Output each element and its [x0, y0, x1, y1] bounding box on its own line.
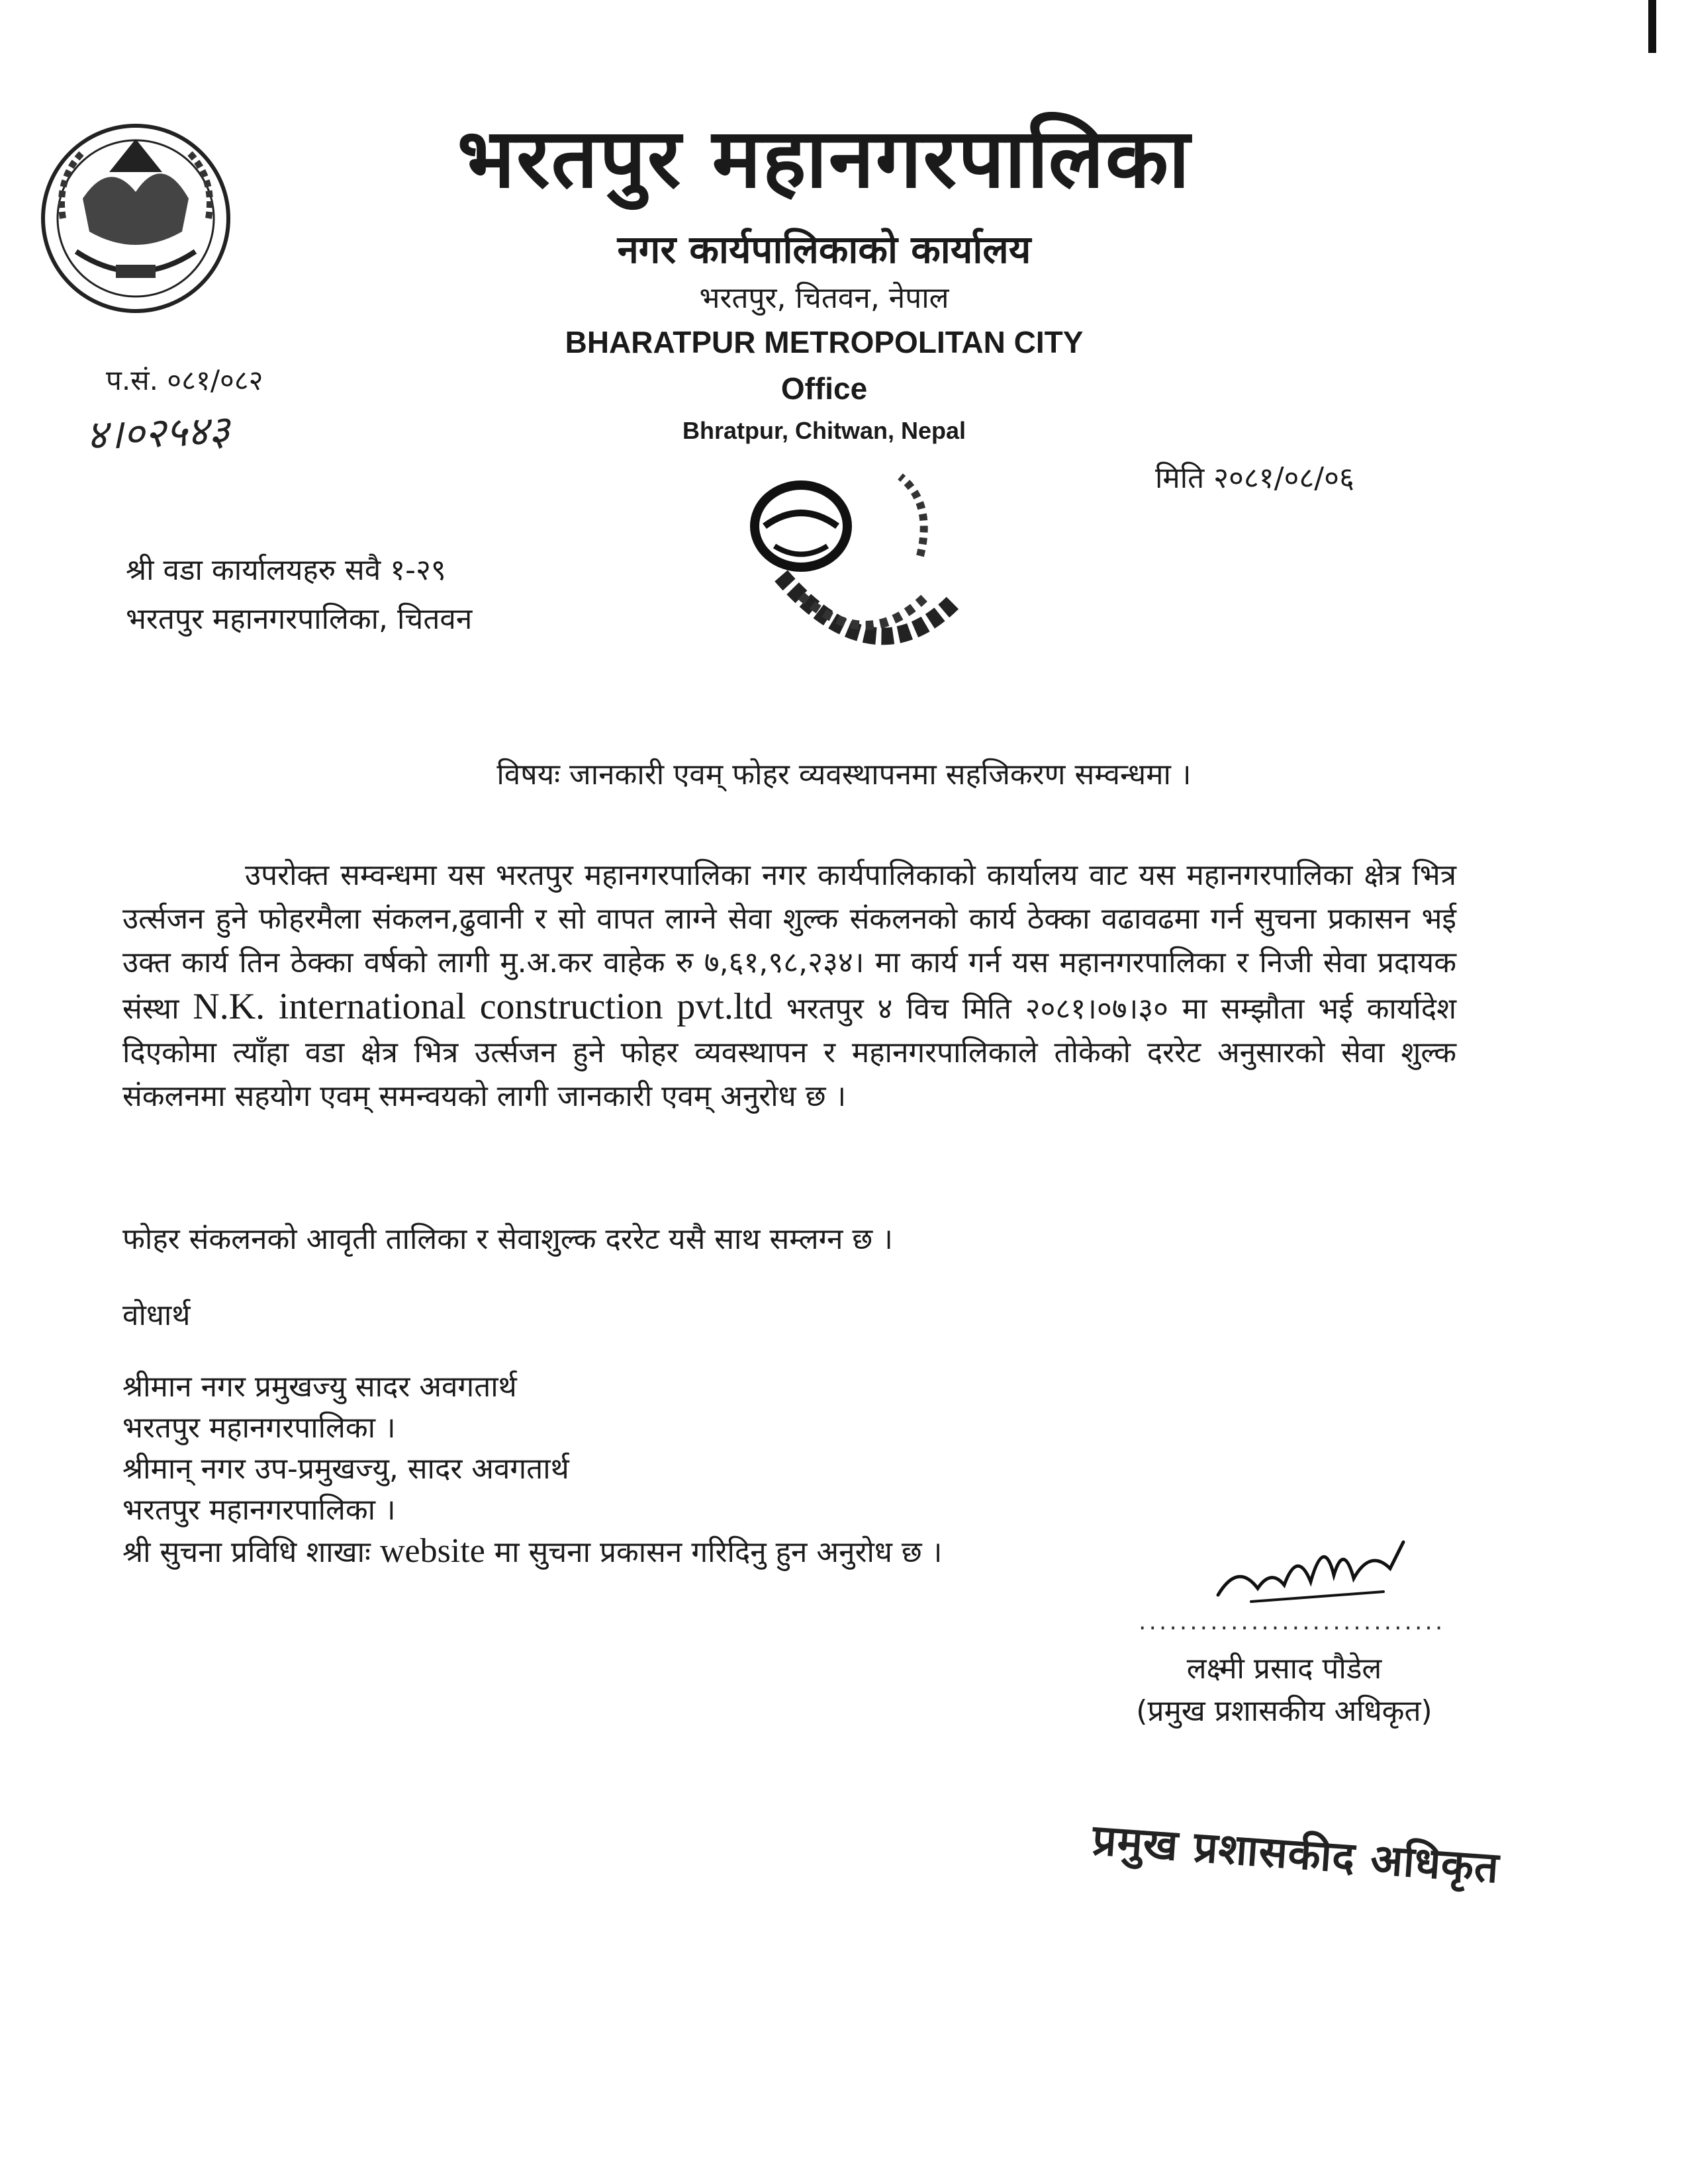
letterhead-title-english: BHARATPUR METROPOLITAN CITY	[565, 325, 1084, 359]
cc-line-text: श्री सुचना प्रविधि शाखाः	[122, 1535, 380, 1569]
letterhead-title-nepali: भरतपुर महानगरपालिका	[457, 111, 1192, 206]
addressee-block	[126, 546, 472, 644]
contractor-name: N.K. international construction pvt.ltd	[193, 986, 773, 1027]
letterhead-address-english: Bhratpur, Chitwan, Nepal	[682, 417, 966, 444]
scan-edge-mark	[1648, 0, 1656, 53]
cc-line: भरतपुर महानगरपालिका ।	[122, 1411, 396, 1445]
cc-heading: वोधार्थ	[122, 1298, 191, 1332]
nepal-emblem-logo	[36, 119, 235, 318]
letter-subject: विषयः जानकारी एवम् फोहर व्यवस्थापनमा सहजिकरण सम्वन्धमा ।	[496, 758, 1192, 792]
handwritten-signature	[1211, 1522, 1410, 1615]
handwritten-dispatch-number: ४।०२५४३	[85, 406, 231, 459]
cc-line-text: मा सुचना प्रकासन गरिदिनु हुन अनुरोध छ ।	[485, 1535, 943, 1569]
letter-date: मिति २०८१/०८/०६	[1155, 461, 1354, 495]
signatory-block	[1086, 1648, 1483, 1733]
cc-line: भरतपुर महानगरपालिका ।	[122, 1493, 396, 1527]
website-word: website	[379, 1532, 485, 1570]
body-text: भरतपुर ४ विच मिति २०८१।०७।३० मा सम्झौता भई कार्यादेश दिएकोमा त्याँहा वडा क्षेत्र भित्र उर्त्सजन हुने फोहर व्यवस्थापन र महानगरपालिकाले तोकेको दररेट अनुसारको सेवा शुल्क संकलनमा सहयोग एवम् समन्वयको लागी जानकारी एवम् अनुरोध छ ।	[122, 992, 1456, 1113]
office-seal-stamp	[702, 463, 993, 702]
signature-line: ..............................	[1139, 1608, 1446, 1635]
designation-rubber-stamp: प्रमुख प्रशासकीद अधिकृत	[1090, 1815, 1501, 1893]
letterhead-office-english: Office	[780, 371, 868, 406]
letterhead-address-nepali: भरतपुर, चितवन, नेपाल	[699, 281, 949, 315]
reference-number: प.सं. ०८१/०८२	[106, 364, 263, 396]
cc-line	[122, 1531, 942, 1573]
signatory-name: लक्ष्मी प्रसाद पौडेल	[1186, 1652, 1382, 1686]
letter-body	[122, 854, 1456, 1118]
cc-line: श्रीमान् नगर उप-प्रमुखज्यु, सादर अवगतार्थ	[122, 1452, 569, 1486]
cc-line: श्रीमान नगर प्रमुखज्यु सादर अवगतार्थ	[122, 1370, 517, 1404]
addressee-line: भरतपुर महानगरपालिका, चितवन	[126, 602, 473, 636]
body-text: उपरोक्त सम्वन्धमा यस भरतपुर महानगरपालिका नगर कार्यपालिकाको कार्यालय वाट यस महानगरपालिका क्षेत्र भित्र उर्त्सजन हुने फोहरमैला संकलन,ढुवानी र सो वापत लाग्ने सेवा शुल्क संकलनको कार्य ठेक्का वढावढमा गर्न सुचना प्रकासन भई उक्त कार्य तिन ठेक्का वर्षको लागी मु.अ.कर वाहेक रु ७,६१,९८,२३४। मा कार्य गर्न यस महानगरपालिका र निजी सेवा प्रदायक संस्था	[122, 858, 1456, 1026]
cc-list	[122, 1367, 942, 1573]
attachment-note: फोहर संकलनको आवृती तालिका र सेवाशुल्क दररेट यसै साथ सम्लग्न छ ।	[122, 1222, 893, 1256]
signatory-designation: (प्रमुख प्रशासकीय अधिकृत)	[1136, 1694, 1432, 1728]
letterhead-office-nepali: नगर कार्यपालिकाको कार्यालय	[617, 227, 1031, 272]
addressee-line: श्री वडा कार्यालयहरु सवै १-२९	[126, 553, 446, 587]
